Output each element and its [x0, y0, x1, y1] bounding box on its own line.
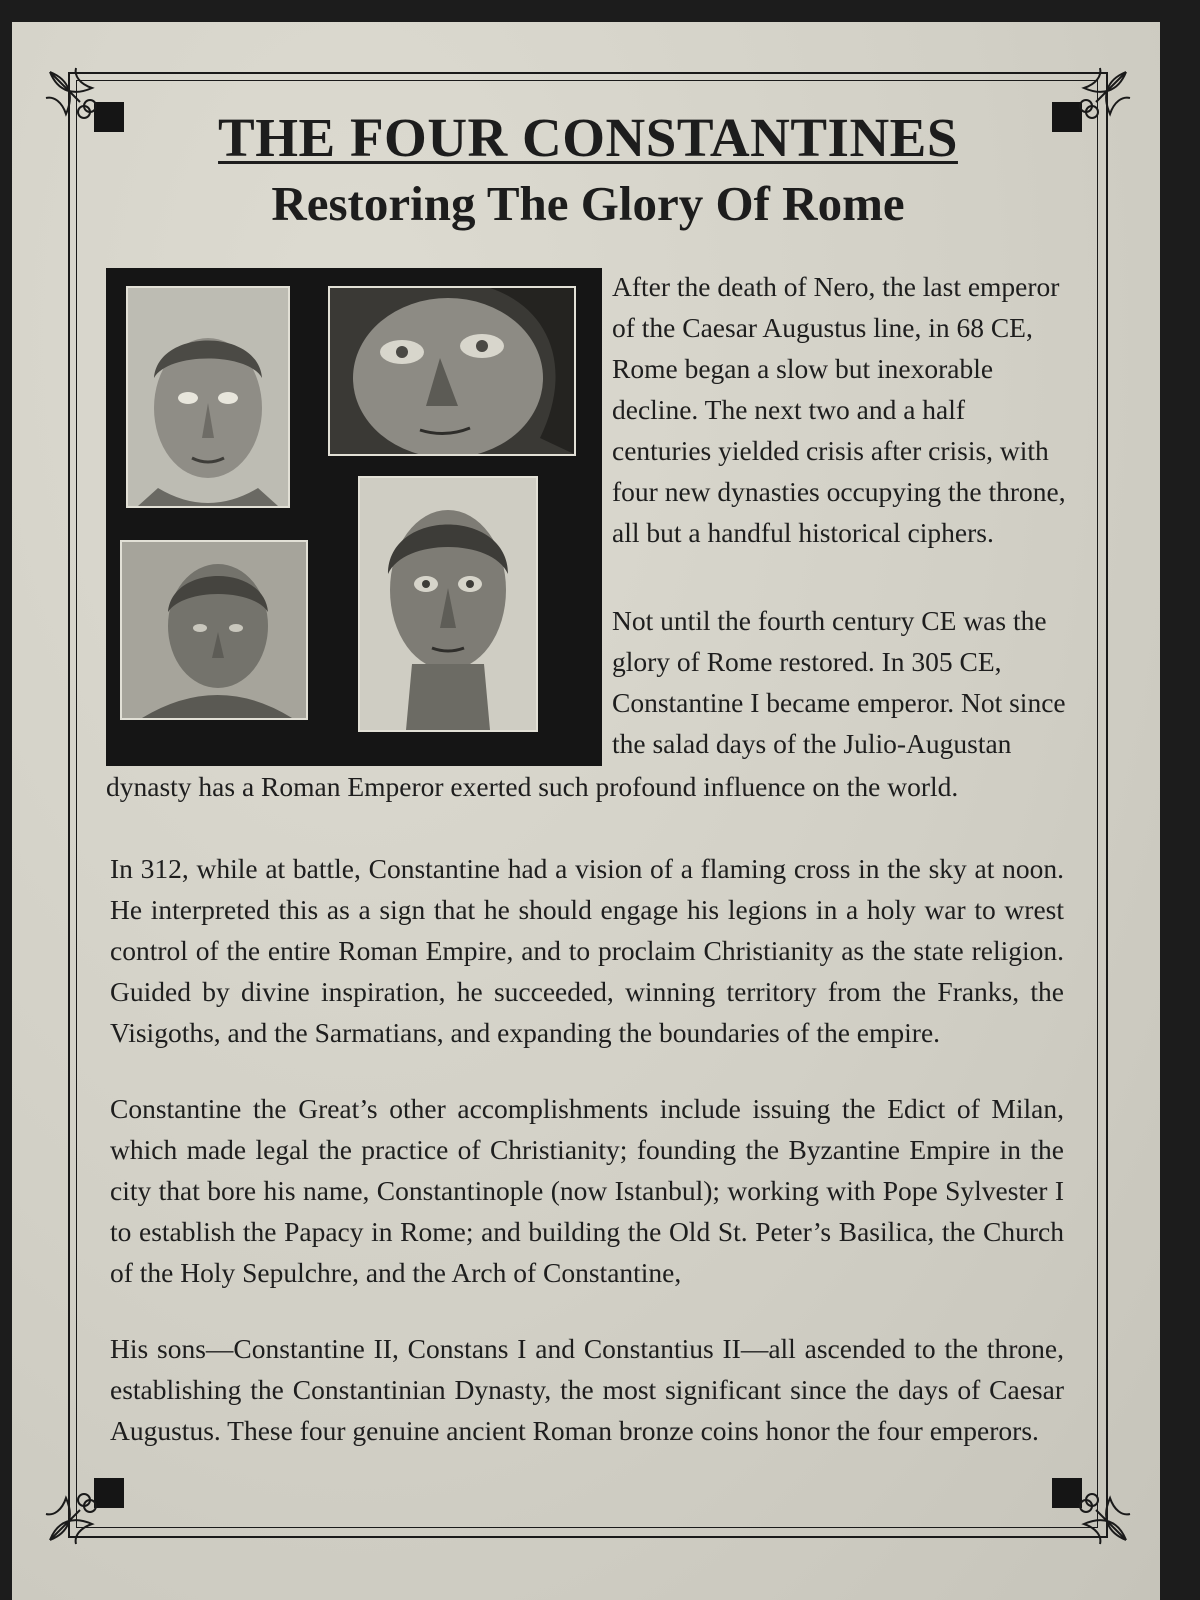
paragraph-constantine-rise: Not until the fourth century CE was the glory of Rome restored. In 305 CE, Constantine I became emperor. Not since the salad days of the Julio-Augustan: [612, 605, 1066, 759]
paragraph-constantine-rise-tail: dynasty has a Roman Emperor exerted such profound influence on the world.: [106, 771, 959, 802]
paragraph-vision: In 312, while at battle, Constantine had a vision of a flaming cross in the sky at noon. He interpreted this as a sign that he should engage his legions in a holy war to wrest control of the entire Roman Empire, and to proclaim Christianity as the state religion. Guided by divine inspiration, he succeeded, winning territory from the Franks, the Visigoths, and the Sarmatians, and expanding the boundaries of the empire.: [110, 853, 1064, 1048]
paragraph-intro: After the death of Nero, the last emperor of the Caesar Augustus line, in 68 CE, Rome began a slow but inexorable decline. The next two and a half centuries yielded crisis after crisis, with four new dynasties occupying the throne, all but a handful historical ciphers.: [612, 271, 1066, 548]
page-subtitle: Restoring The Glory Of Rome: [271, 176, 905, 231]
fleur-de-lis-icon: [1062, 1476, 1136, 1550]
paragraph-accomplishments: Constantine the Great’s other accomplishments include issuing the Edict of Milan, which made legal the practice of Christianity; founding the Byzantine Empire in the city that bore his name, Constantinople (now Istanbul); working with Pope Sylvester I to establish the Papacy in Rome; and building the Old St. Peter’s Basilica, the Church of the Holy Sepulchre, and the Arch of Constantine,: [110, 1093, 1064, 1288]
portrait-colossal-head-upturned: [328, 286, 576, 456]
portrait-bust-young-emperor: [120, 540, 308, 720]
fleur-de-lis-icon: [40, 1476, 114, 1550]
portrait-bust-nero: [126, 286, 290, 508]
page-title: THE FOUR CONSTANTINES: [218, 107, 958, 168]
portrait-collage: [106, 268, 602, 766]
portrait-colossal-head-constantine: [358, 476, 538, 732]
paragraph-sons: His sons—Constantine II, Constans I and Constantius II—all ascended to the throne, establishing the Constantinian Dynasty, the most significant since the days of Caesar Augustus. These four genuine ancient Roman bronze coins honor the four emperors.: [110, 1333, 1064, 1446]
